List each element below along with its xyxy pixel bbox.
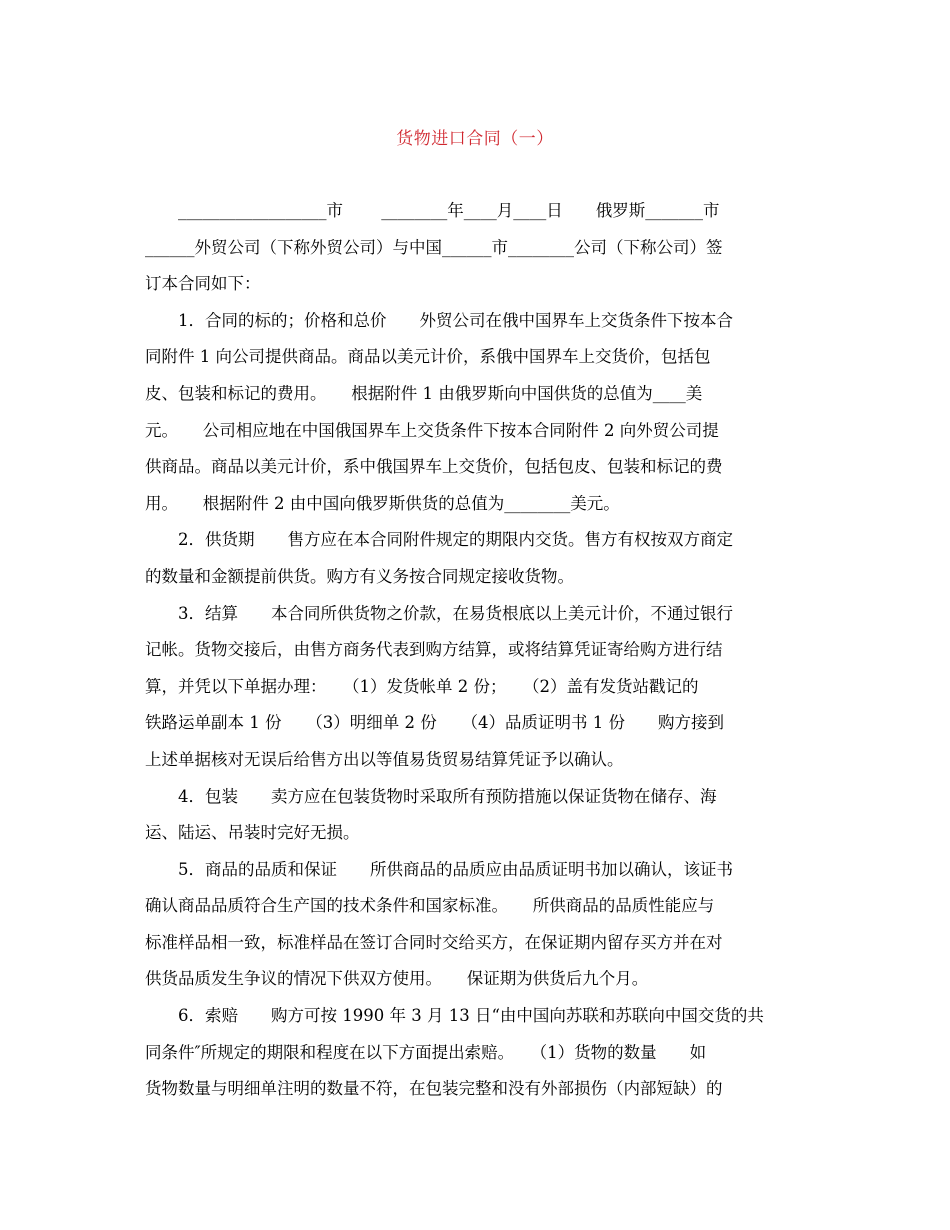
text-line: 订本合同如下： [145,274,261,294]
document-title: 货物进口合同（一） [396,129,554,149]
text-line: 用。 根据附件 2 由中国向俄罗斯供货的总值为________美元。 [145,493,620,513]
text-line: 货物数量与明细单注明的数量不符，在包装完整和没有外部损伤（内部短缺）的 [145,1079,723,1099]
paragraph-preamble [145,193,810,303]
text-line: 5．商品的品质和保证 所供商品的品质应由品质证明书加以确认，该证书 [178,859,733,879]
text-line: 元。 公司相应地在中国俄国界车上交货条件下按本合同附件 2 向外贸公司提 [145,420,719,440]
text-line: 同条件″所规定的期限和程度在以下方面提出索赔。 （1）货物的数量 如 [145,1042,707,1062]
text-line: 4．包装 卖方应在包装货物时采取所有预防措施以保证货物在储存、海 [178,786,717,806]
paragraph-3 [145,596,810,779]
text-line: 1．合同的标的；价格和总价 外贸公司在俄中国界车上交货条件下按本合 [178,310,733,330]
text-line: 确认商品品质符合生产国的技术条件和国家标准。 所供商品的品质性能应与 [145,896,715,916]
text-line: 供货品质发生争议的情况下供双方使用。 保证期为供货后九个月。 [145,969,649,989]
text-line: 运、陆运、吊装时完好无损。 [145,823,360,843]
text-line: 上述单据核对无误后给售方出以等值易货贸易结算凭证予以确认。 [145,749,624,769]
text-line: 的数量和金额提前供货。购方有义务按合同规定接收货物。 [145,566,574,586]
text-line: 记帐。货物交接后，由售方商务代表到购方结算，或将结算凭证寄给购方进行结 [145,640,723,660]
text-line: 6．索赔 购方可按 1990 年 3 月 13 日“由中国向苏联和苏联向中国交货的共 [178,1006,764,1026]
text-line: ______外贸公司（下称外贸公司）与中国______市________公司（下称公司）签 [145,237,723,257]
text-line: 铁路运单副本 1 份 （3）明细单 2 份 （4）品质证明书 1 份 购方接到 [145,713,724,733]
text-line: 标准样品相一致，标准样品在签订合同时交给买方，在保证期内留存买方并在对 [145,932,723,952]
text-line: 皮、包装和标记的费用。 根据附件 1 由俄罗斯向中国供货的总值为____美 [145,383,703,403]
paragraph-2 [145,522,810,595]
paragraph-1 [145,303,810,523]
paragraph-5 [145,852,810,998]
text-line: 同附件 1 向公司提供商品。商品以美元计价，系俄中国界车上交货价，包括包 [145,347,711,367]
text-line: 算，并凭以下单据办理： （1）发货帐单 2 份； （2）盖有发货站戳记的 [145,676,699,696]
text-line: __________________市 ________年____月____日 俄罗斯_______市 [178,201,720,220]
paragraph-4 [145,779,810,852]
text-line: 3．结算 本合同所供货物之价款，在易货根底以上美元计价，不通过银行 [178,603,733,623]
paragraph-6 [145,998,810,1108]
text-line: 2．供货期 售方应在本合同附件规定的期限内交货。售方有权按双方商定 [178,530,733,550]
document-body [145,193,810,1108]
text-line: 供商品。商品以美元计价，系中俄国界车上交货价，包括包皮、包装和标记的费 [145,457,723,477]
